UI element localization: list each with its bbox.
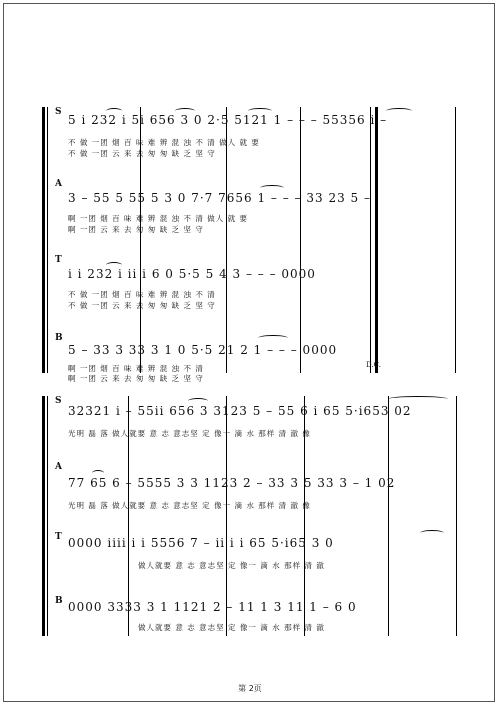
slur bbox=[92, 470, 104, 476]
bass-lyric-1: 啊 一团 烟 百 味 难 辨 混 浊 不 清 bbox=[68, 364, 204, 373]
alto-notes: 77 65 6 – 5555 3 3 1123 2 – 33 3 5 33 3 – 1 02 bbox=[68, 476, 396, 490]
soprano-lyric-2: 不 做 一团 云 来 去 匆 匆 缺 乏 坚 守 bbox=[68, 149, 216, 158]
score-system-2 bbox=[48, 396, 458, 636]
repeat-barline bbox=[375, 107, 378, 373]
tenor-lyric-2: 不 做 一团 云 来 去 匆 匆 缺 乏 坚 守 bbox=[68, 301, 216, 310]
barline bbox=[455, 107, 456, 373]
soprano-lyric: 光明 磊 落 做人就要 意 志 意志坚 定 像一 滴 水 那样 清 澈 像 bbox=[68, 429, 311, 438]
system-bracket-line bbox=[47, 396, 48, 636]
slur bbox=[388, 396, 448, 402]
alto-lyric: 光明 磊 落 做人就要 意 志 意志坚 定 像一 滴 水 那样 清 澈 像 bbox=[68, 501, 311, 510]
part-label-bass: B bbox=[55, 333, 63, 343]
page-number: 第 2页 bbox=[238, 684, 262, 693]
slur bbox=[386, 108, 412, 114]
alto-notes: 3 – 55 5 55 5 3 0 7·7 7656 1 – – – 33 23 5 – bbox=[68, 191, 371, 205]
part-label-alto: A bbox=[55, 462, 62, 472]
slur bbox=[188, 398, 208, 404]
bass-notes: 5 – 33 3 33 3 1 0 5·5 21 2 1 – – – 0000 bbox=[68, 343, 338, 357]
score-system-1 bbox=[48, 107, 458, 383]
bass-lyric: 做人就要 意 志 意志坚 定 像一 滴 水 那样 清 澈 bbox=[138, 623, 325, 632]
soprano-notes: 5 i 232 i 5i 656 3 0 2·5 5121 1 – – – 55356 i – bbox=[68, 113, 388, 127]
part-label-soprano: S bbox=[55, 396, 62, 406]
slur bbox=[175, 108, 195, 114]
system-bracket bbox=[42, 396, 45, 636]
alto-lyric-2: 啊 一团 云 来 去 匆 匆 缺 乏 坚 守 bbox=[68, 225, 204, 234]
part-label-soprano: S bbox=[55, 107, 62, 117]
slur bbox=[260, 185, 284, 191]
soprano-lyric-1: 不 做 一团 烟 百 味 难 辨 混 浊 不 清 做人 就 要 bbox=[68, 138, 260, 147]
tenor-notes: i i 232 i ii i 6 0 5·5 5 4 3 – – – 0000 bbox=[68, 267, 316, 281]
slur bbox=[258, 335, 288, 341]
slur bbox=[106, 262, 122, 268]
system-bracket bbox=[42, 107, 45, 373]
slur bbox=[420, 530, 444, 536]
barline bbox=[456, 396, 457, 636]
alto-lyric-1: 啊 一团 烟 百 味 难 辨 混 浊 不 清 做人 就 要 bbox=[68, 214, 248, 223]
tenor-lyric: 做人就要 意 志 意志坚 定 像一 滴 水 那样 清 澈 bbox=[138, 561, 325, 570]
barline bbox=[370, 107, 371, 373]
system-bracket-line bbox=[47, 107, 48, 373]
bass-notes: 0000 3333 3 1 1121 2 – 11 1 3 11 1 – 6 0 bbox=[68, 600, 357, 614]
tenor-notes: 0000 iiii i i 5556 7 – ii i i 65 5·i65 3 0 bbox=[68, 536, 334, 550]
part-label-tenor: T bbox=[55, 532, 62, 542]
tenor-lyric-1: 不 做 一团 烟 百 味 难 辨 混 浊 不 清 bbox=[68, 290, 216, 299]
slur bbox=[106, 108, 122, 114]
slur bbox=[248, 108, 272, 114]
soprano-notes: 32321 i – 55ii 656 3 3123 5 – 55 6 i 65 5·i653 02 bbox=[68, 404, 412, 418]
part-label-tenor: T bbox=[55, 255, 62, 265]
da-capo-mark: D.C. bbox=[366, 361, 381, 369]
part-label-alto: A bbox=[55, 179, 62, 189]
bass-lyric-2: 啊 一团 云 来 去 匆 匆 缺 乏 坚 守 bbox=[68, 374, 204, 383]
barline bbox=[300, 107, 301, 373]
part-label-bass: B bbox=[55, 596, 63, 606]
barline bbox=[388, 396, 389, 636]
